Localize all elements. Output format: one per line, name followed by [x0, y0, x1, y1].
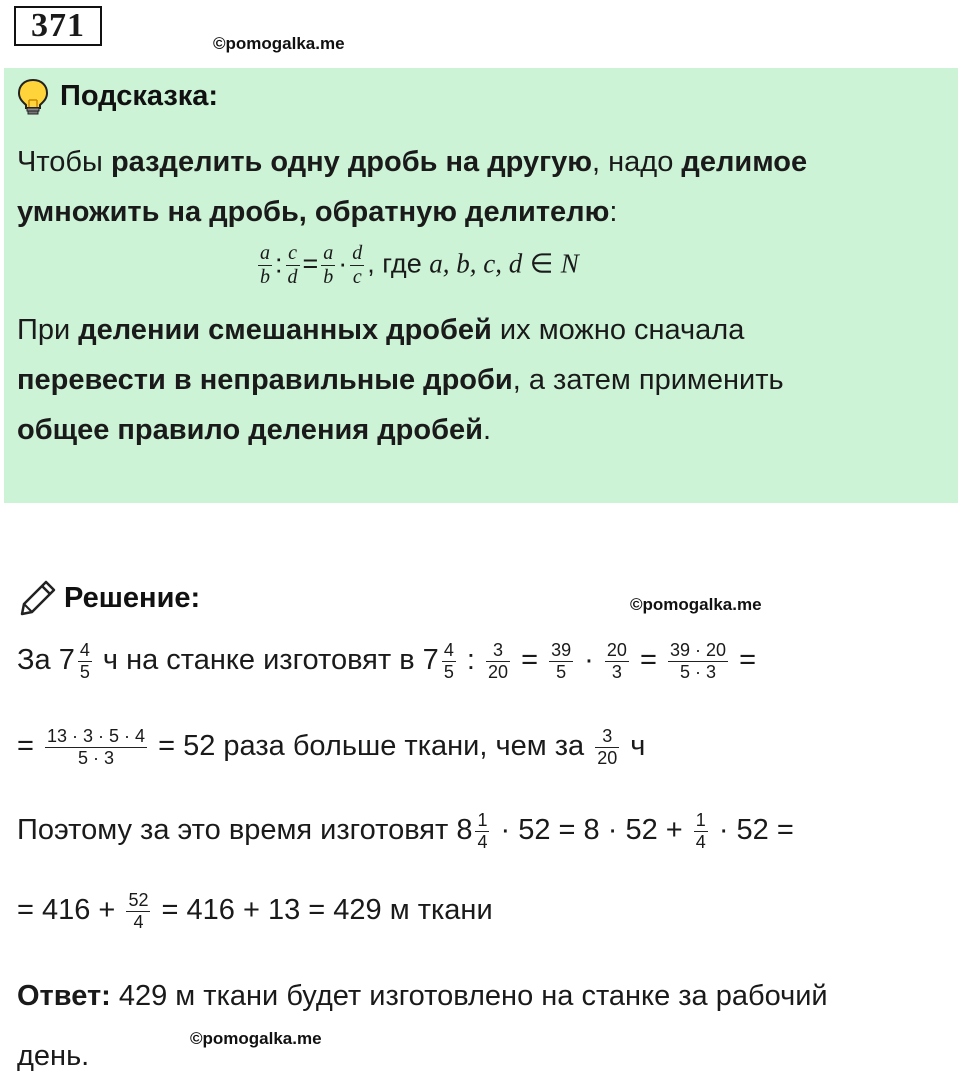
- hint-line-1: Чтобы разделить одну дробь на другую, надо делимое: [17, 146, 808, 178]
- hint-title: Подсказка:: [60, 80, 219, 112]
- lightbulb-icon: [16, 78, 50, 116]
- answer-line-2: день.: [17, 1040, 90, 1072]
- solution-line-3: Поэтому за это время изготовят 8 $\frac{1}{4}$ · 52 = 8 · 52 + $\frac{1}{4}$ · 52 =: [17, 810, 794, 852]
- task-number: 371: [14, 6, 102, 46]
- solution-line-4: = 416 + $\frac{52}{4}$ = 416 + 13 = 429 м ткани: [17, 890, 493, 932]
- hint-formula: $\frac{a}{b}$ : $\frac{c}{d}$ = $\frac{a}{b}$ · $\frac{d}{c}$ , где a, b, c, d ∈ N: [260, 242, 579, 288]
- hint-line-5: общее правило деления дробей.: [17, 414, 492, 446]
- solution-line-1: За 7 $\frac{4}{5}$ ч на станке изготовят в 7 $\frac{4}{5}$ : $\frac{3}{20}$ = $\frac{39}{5}$ · $\frac{20}{3}$ = $\frac{39 \cdot 20}{5 \cdot 3}$ =: [17, 640, 757, 682]
- solution-line-2: = $\frac{13 \cdot 3 \cdot 5 \cdot 4}{5 \cdot 3}$ = 52 раза больше ткани, чем за $\frac{3}{20}$ ч: [17, 726, 646, 768]
- hint-line-3: При делении смешанных дробей их можно сначала: [17, 314, 745, 346]
- answer-line: Ответ: 429 м ткани будет изготовлено на станке за рабочий: [17, 980, 828, 1012]
- hint-line-2: умножить на дробь, обратную делителю:: [17, 196, 618, 228]
- solution-title: Решение:: [64, 582, 201, 614]
- hint-line-4: перевести в неправильные дроби, а затем применить: [17, 364, 784, 396]
- watermark-bottom: ©pomogalka.me: [190, 1029, 322, 1048]
- pencil-icon: [18, 578, 58, 618]
- watermark-middle: ©pomogalka.me: [630, 595, 762, 614]
- watermark-top: ©pomogalka.me: [213, 34, 345, 53]
